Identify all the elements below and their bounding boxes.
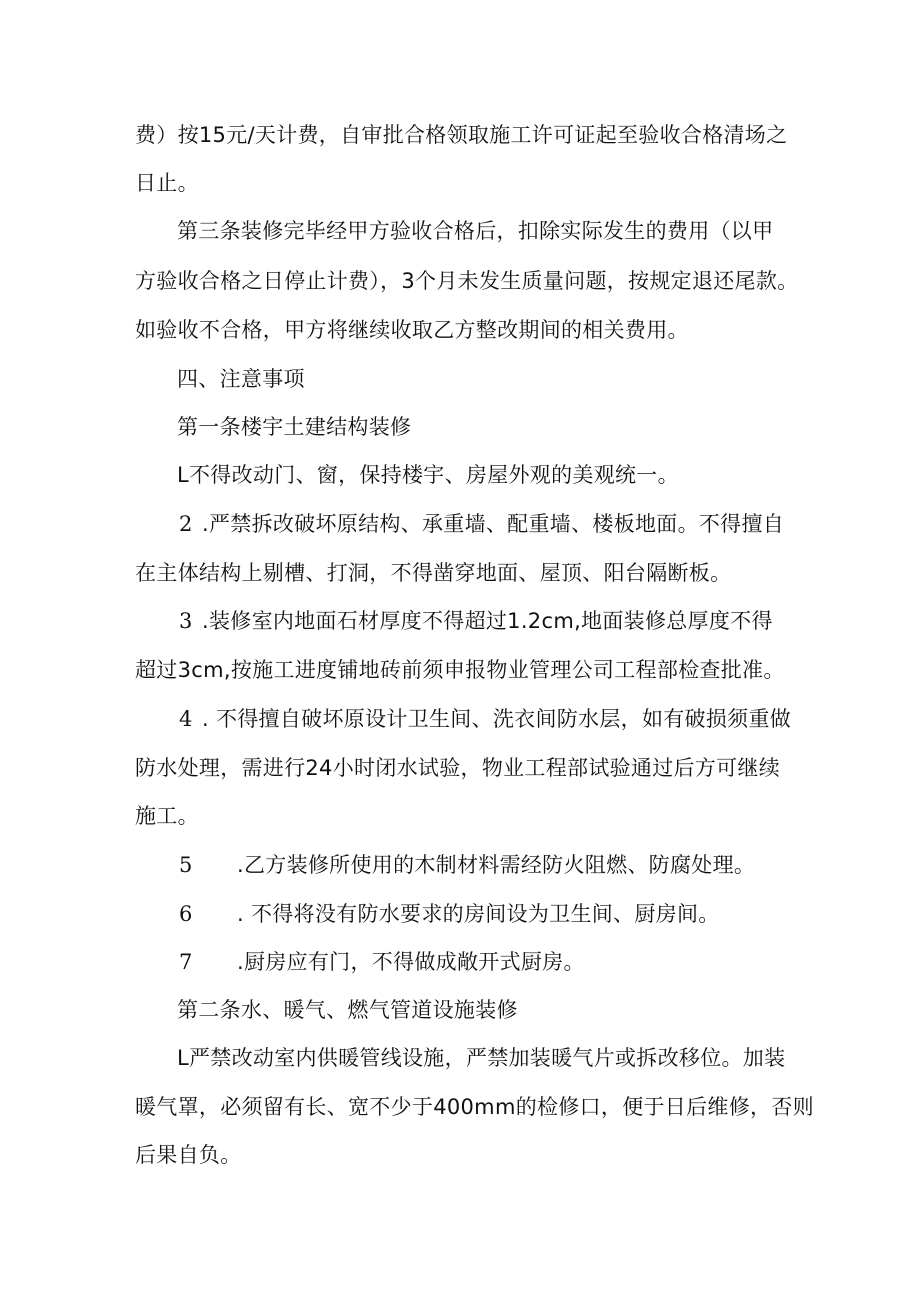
list-item-text: .严禁拆改破坏原结构、承重墙、配重墙、楼板地面。不得擅自 — [202, 512, 785, 536]
paragraph-line: 日止。 — [135, 171, 199, 195]
paragraph-line: 后果自负。 — [135, 1143, 242, 1167]
list-item-text: .厨房应有门，不得做成敞开式厨房。 — [237, 950, 585, 974]
list-item-number: 5 — [179, 853, 193, 877]
list-item-number: 6 — [179, 902, 193, 926]
list-item-number: 3 — [179, 609, 193, 633]
paragraph-line: 暖气罩，必须留有长、宽不少于400mm的检修口，便于日后维修，否则 — [135, 1095, 814, 1119]
paragraph-line: 方验收合格之日停止计费），3个月未发生质量问题，按规定退还尾款。 — [135, 269, 799, 293]
article-heading: 第二条水、暖气、燃气管道设施装修 — [177, 998, 518, 1022]
paragraph-line: 防水处理，需进行24小时闭水试验，物业工程部试验通过后方可继续 — [135, 756, 781, 780]
paragraph-line: 超过3cm,按施工进度铺地砖前须申报物业管理公司工程部检查批准。 — [135, 658, 785, 682]
paragraph-line: 施工。 — [135, 804, 199, 828]
list-item-text: . 不得将没有防水要求的房间设为卫生间、厨房间。 — [237, 902, 720, 926]
article-heading: 第一条楼宇土建结构装修 — [177, 415, 412, 439]
section-heading: 四、注意事项 — [177, 367, 305, 391]
list-item-text: .乙方装修所使用的木制材料需经防火阻燃、防腐处理。 — [237, 853, 756, 877]
list-item-number: 7 — [179, 950, 193, 974]
list-item-text: L不得改动门、窗，保持楼宇、房屋外观的美观统一。 — [177, 463, 679, 487]
paragraph-line: 在主体结构上剔槽、打洞，不得凿穿地面、屋顶、阳台隔断板。 — [135, 561, 732, 585]
list-item-text: L严禁改动室内供暖管线设施，严禁加装暖气片或拆改移位。加装 — [177, 1046, 786, 1070]
list-item-number: 2 — [179, 512, 193, 536]
paragraph-line: 第三条装修完毕经甲方验收合格后，扣除实际发生的费用（以甲 — [177, 219, 774, 243]
paragraph-line: 费）按15元/天计费，自审批合格领取施工许可证起至验收合格清场之 — [135, 123, 788, 147]
list-item-text: .装修室内地面石材厚度不得超过1.2cm,地面装修总厚度不得 — [202, 609, 773, 633]
list-item-text: . 不得擅自破坏原设计卫生间、洗衣间防水层，如有破损须重做 — [202, 707, 792, 731]
list-item-number: 4 — [179, 707, 193, 731]
paragraph-line: 如验收不合格，甲方将继续收取乙方整改期间的相关费用。 — [135, 318, 689, 342]
